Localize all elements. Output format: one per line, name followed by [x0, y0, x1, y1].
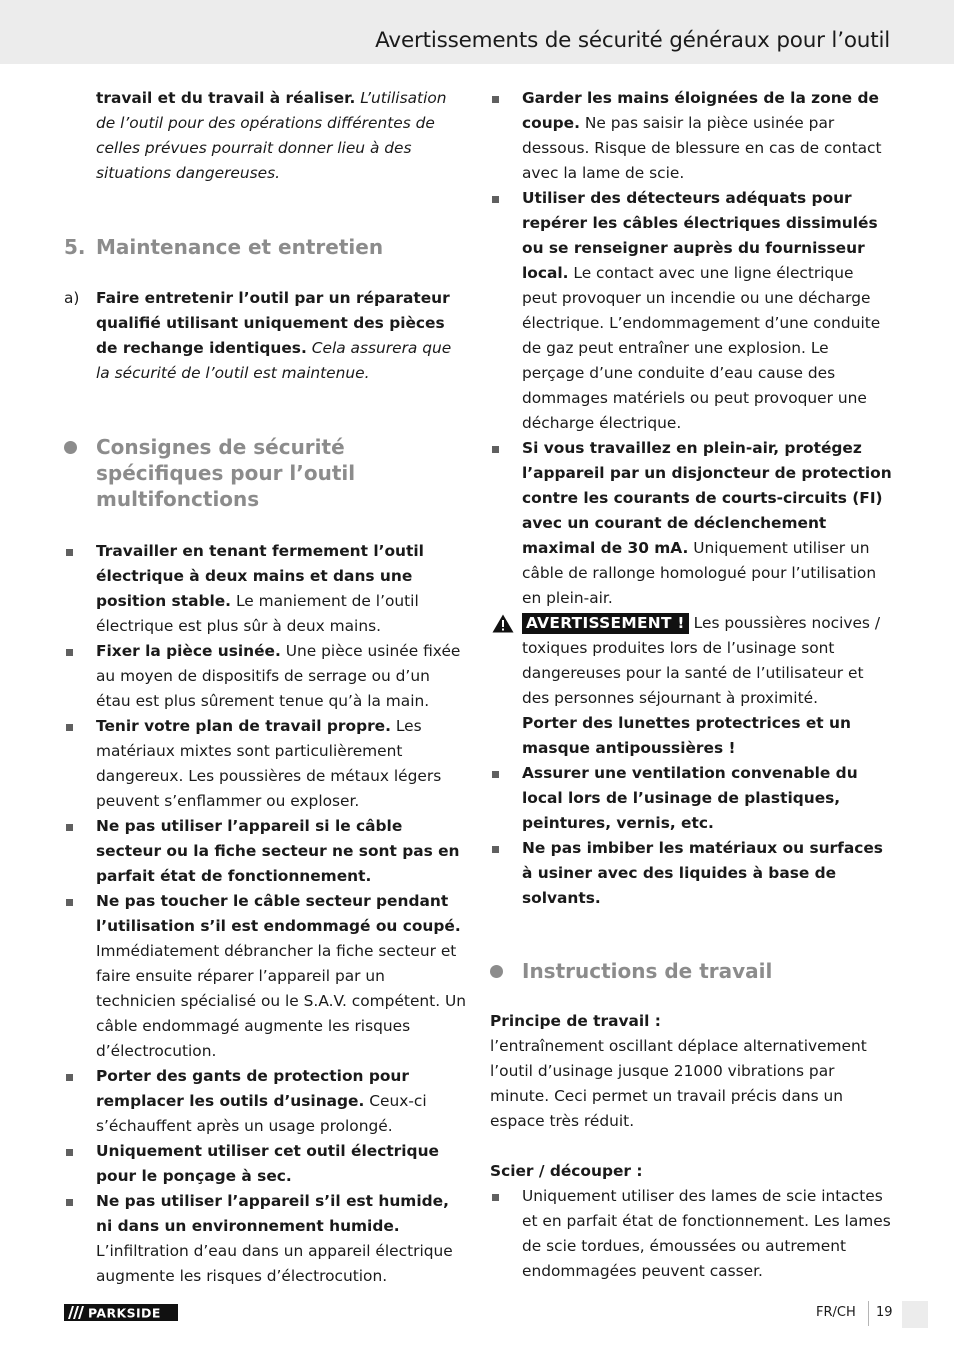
item-marker: a) [64, 289, 80, 307]
intro-bold: travail et du travail à réaliser. [96, 89, 356, 107]
item-text: Le maniement de l’outil électrique est plus sûr à deux mains. [96, 592, 419, 635]
warning-label: AVERTISSEMENT ! [522, 613, 689, 634]
instructions-title: Instructions de travail [522, 959, 773, 983]
list-item [64, 639, 466, 714]
list-item [64, 1139, 466, 1189]
warning-bold: Porter des lunettes protectrices et un masque antipoussières ! [522, 714, 851, 757]
item-text: L’infiltration d’eau dans un appareil électrique augmente les risques d’électrocution. [96, 1242, 453, 1285]
list-item [64, 814, 466, 889]
bullet-dot-icon [64, 441, 77, 454]
item-bold: Porter des gants de protection pour remplacer les outils d’usinage. [96, 1067, 409, 1110]
warning-block [490, 611, 892, 761]
item-text: Les matériaux mixtes sont particulièrement dangereux. Les poussières de métaux légers peuvent s’enflammer ou exploser. [96, 717, 442, 810]
section-number: 5. [64, 235, 86, 259]
right-column [490, 86, 892, 1284]
item-text: Immédiatement débrancher la fiche secteur et faire ensuite réparer l’appareil par un technicien spécialisé ou le S.A.V. compétent. Un câble endommagé augmente les risques d’électrocution. [96, 942, 467, 1060]
bullet-dot-icon [490, 965, 503, 978]
intro-italic: L’utilisation de l’outil pour des opérations différentes de celles prévues pourrait donner lieu à des situations dangereuses. [96, 89, 447, 182]
item-bold: Ne pas toucher le câble secteur pendant l’utilisation s’il est endommagé ou coupé. [96, 892, 461, 935]
list-item [490, 186, 892, 436]
page-title: Avertissements de sécurité généraux pour l’outil [375, 28, 890, 53]
footer-tab [902, 1301, 928, 1328]
section-maintenance-heading [64, 234, 466, 260]
saw-heading: Scier / découper : [490, 1162, 643, 1180]
logo-text: PARKSIDE [88, 1305, 161, 1321]
item-bold: Ne pas imbiber les matériaux ou surfaces à usiner avec des liquides à base de solvants. [522, 839, 883, 907]
list-item [490, 86, 892, 186]
list-item [490, 436, 892, 611]
item-bold: Fixer la pièce usinée. [96, 642, 281, 660]
list-item [490, 1184, 892, 1284]
parkside-logo [64, 1304, 178, 1321]
instructions-heading [490, 958, 892, 984]
item-text: Uniquement utiliser un câble de rallonge homologué pour l’utilisation en plein-air. [522, 539, 877, 607]
item-bold: Assurer une ventilation convenable du local lors de l’usinage de plastiques, peintures, vernis, etc. [522, 764, 858, 832]
item-bold: Ne pas utiliser l’appareil si le câble secteur ou la fiche secteur ne sont pas en parfait état de fonctionnement. [96, 817, 460, 885]
list-item [64, 714, 466, 814]
footer-language: FR/CH [816, 1305, 856, 1320]
specific-safety-heading [64, 434, 466, 512]
intro-paragraph [64, 86, 466, 186]
item-italic: Cela assurera que la sécurité de l’outil est maintenue. [96, 339, 452, 382]
item-bold: Garder les mains éloignées de la zone de coupe. [522, 89, 879, 132]
item-bold: Ne pas utiliser l’appareil s’il est humide, ni dans un environnement humide. [96, 1192, 449, 1235]
list-item [490, 836, 892, 911]
item-bold: Utiliser des détecteurs adéquats pour repérer les câbles électriques dissimulés ou se renseigner auprès du fournisseur local. [522, 189, 878, 282]
maintenance-item [64, 286, 466, 386]
item-bold: Faire entretenir l’outil par un réparateur qualifié utilisant uniquement des pièces de rechange identiques. [96, 289, 450, 357]
list-item [64, 1064, 466, 1139]
item-bold: Travailler en tenant fermement l’outil électrique à deux mains et dans une position stable. [96, 542, 424, 610]
item-text: Ceux-ci s’échauffent après un usage prolongé. [96, 1092, 427, 1135]
warning-text: Les poussières nocives / toxiques produites lors de l’usinage sont dangereuses pour la santé de l’utilisateur et des personnes séjournant à proximité. [522, 614, 881, 707]
header-bar [0, 0, 954, 64]
item-text: Ne pas saisir la pièce usinée par dessous. Risque de blessure en cas de contact avec la lame de scie. [522, 114, 882, 182]
item-text: Uniquement utiliser des lames de scie intactes et en parfait état de fonctionnement. Les lames de scie tordues, émoussées ou autrement endommagées peuvent casser. [522, 1187, 891, 1280]
item-bold: Uniquement utiliser cet outil électrique pour le ponçage à sec. [96, 1142, 439, 1185]
list-item [490, 761, 892, 836]
list-item [64, 1189, 466, 1289]
section-title: Maintenance et entretien [96, 235, 384, 259]
left-column [64, 86, 466, 1289]
warning-triangle-icon [492, 614, 514, 633]
page-number: 19 [876, 1305, 893, 1320]
item-bold: Tenir votre plan de travail propre. [96, 717, 391, 735]
list-item [64, 539, 466, 639]
item-text: Le contact avec une ligne électrique peut provoquer un incendie ou une décharge électrique. L’endommagement d’une conduite de gaz peut entraîner une explosion. Le perçage d’une conduite d’eau cause des dommages matériels ou peut provoquer une décharge électrique. [522, 264, 881, 432]
safety-list [64, 539, 466, 1289]
list-item [64, 889, 466, 1064]
specific-safety-title: Consignes de sécurité spécifiques pour l’outil multifonctions [96, 435, 356, 511]
item-bold: Si vous travaillez en plein-air, protégez l’appareil par un disjoncteur de protection contre les courants de courts-circuits (FI) avec un courant de déclenchement maximal de 30 mA. [522, 439, 892, 557]
principle-heading: Principe de travail : [490, 1012, 661, 1030]
item-text: Une pièce usinée fixée au moyen de dispositifs de serrage ou d’un étau est plus sûrement tenue qu’à la main. [96, 642, 461, 710]
principle-text: l’entraînement oscillant déplace alternativement l’outil d’usinage jusque 21000 vibrations par minute. Ceci permet un travail précis dans un espace très réduit. [490, 1037, 867, 1130]
footer-divider [868, 1301, 869, 1326]
